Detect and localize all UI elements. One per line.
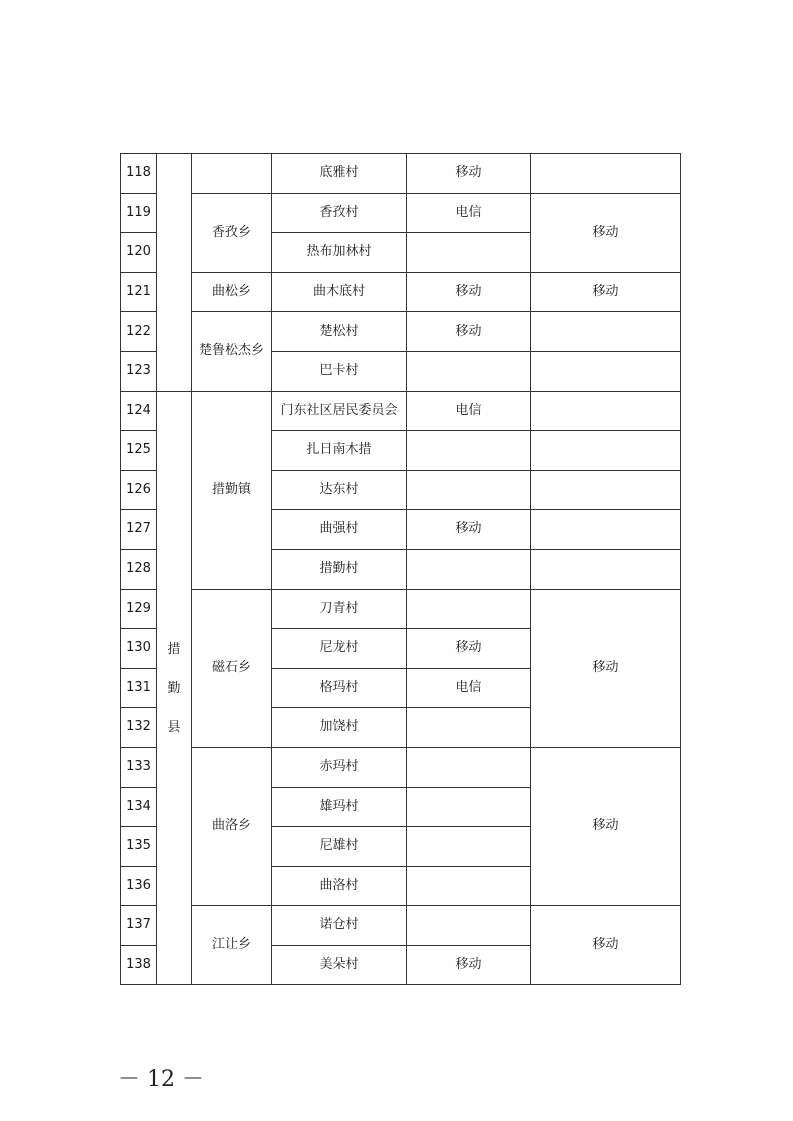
carrier-cell: [407, 708, 531, 748]
carrier-cell: 移动: [407, 272, 531, 312]
village-cell: 刀青村: [272, 589, 407, 629]
row-index: 137: [121, 906, 157, 946]
table-row: [121, 272, 681, 312]
carrier-cell-2: [531, 510, 681, 550]
row-index: 130: [121, 629, 157, 669]
village-cell: 热布加林村: [272, 233, 407, 273]
carrier-cell-2: [531, 154, 681, 194]
row-index: 121: [121, 272, 157, 312]
county-char: 县: [167, 719, 181, 735]
village-cell: 雄玛村: [272, 787, 407, 827]
carrier-cell: [407, 549, 531, 589]
village-cell: 尼龙村: [272, 629, 407, 669]
table-row: [121, 391, 681, 431]
table-row: [121, 154, 681, 194]
county-char: 勤: [167, 680, 181, 696]
carrier-cell: [407, 866, 531, 906]
carrier-cell-2: [531, 431, 681, 471]
row-index: 135: [121, 827, 157, 867]
carrier-cell: 电信: [407, 668, 531, 708]
village-cell: 巴卡村: [272, 351, 407, 391]
village-cell: 楚松村: [272, 312, 407, 352]
carrier-cell-2: [531, 470, 681, 510]
township-cell: 磁石乡: [192, 589, 272, 747]
row-index: 128: [121, 549, 157, 589]
village-cell: 诺仓村: [272, 906, 407, 946]
page-number: － 12 －: [118, 1067, 204, 1092]
carrier-cell: 电信: [407, 391, 531, 431]
carrier-cell-2: 移动: [531, 747, 681, 905]
village-cell: 达东村: [272, 470, 407, 510]
row-index: 138: [121, 945, 157, 985]
village-cell: 底雅村: [272, 154, 407, 194]
carrier-cell: [407, 431, 531, 471]
carrier-cell: [407, 233, 531, 273]
village-cell: 扎日南木措: [272, 431, 407, 471]
row-index: 123: [121, 351, 157, 391]
township-cell: 江让乡: [192, 906, 272, 985]
carrier-cell: 移动: [407, 629, 531, 669]
village-cell: 美朵村: [272, 945, 407, 985]
village-cell: 加饶村: [272, 708, 407, 748]
township-cell: 措勤镇: [192, 391, 272, 589]
village-cell: 格玛村: [272, 668, 407, 708]
row-index: 129: [121, 589, 157, 629]
carrier-cell: 移动: [407, 510, 531, 550]
carrier-cell: 移动: [407, 945, 531, 985]
row-index: 122: [121, 312, 157, 352]
row-index: 124: [121, 391, 157, 431]
village-cell: 赤玛村: [272, 747, 407, 787]
row-index: 118: [121, 154, 157, 194]
carrier-cell: [407, 470, 531, 510]
table-row: [121, 193, 681, 233]
carrier-cell: 移动: [407, 312, 531, 352]
row-index: 126: [121, 470, 157, 510]
township-cell: [192, 154, 272, 194]
carrier-cell-2: [531, 312, 681, 352]
township-cell: 香孜乡: [192, 193, 272, 272]
carrier-cell-2: 移动: [531, 589, 681, 747]
carrier-cell-2: [531, 391, 681, 431]
carrier-cell: 移动: [407, 154, 531, 194]
carrier-cell: [407, 747, 531, 787]
carrier-cell: 电信: [407, 193, 531, 233]
row-index: 131: [121, 668, 157, 708]
county-char: 措: [167, 641, 181, 657]
table-row: [121, 906, 681, 946]
village-cell: 尼雄村: [272, 827, 407, 867]
row-index: 119: [121, 193, 157, 233]
village-cell: 门东社区居民委员会: [272, 391, 407, 431]
village-cell: 措勤村: [272, 549, 407, 589]
carrier-cell: [407, 787, 531, 827]
village-cell: 曲木底村: [272, 272, 407, 312]
carrier-cell-2: 移动: [531, 272, 681, 312]
row-index: 120: [121, 233, 157, 273]
row-index: 132: [121, 708, 157, 748]
carrier-cell-2: 移动: [531, 193, 681, 272]
table-row: [121, 312, 681, 352]
carrier-cell: [407, 906, 531, 946]
row-index: 127: [121, 510, 157, 550]
row-index: 133: [121, 747, 157, 787]
township-cell: 曲松乡: [192, 272, 272, 312]
carrier-cell-2: [531, 351, 681, 391]
village-cell: 香孜村: [272, 193, 407, 233]
table-row: [121, 747, 681, 787]
village-cell: 曲洛村: [272, 866, 407, 906]
row-index: 134: [121, 787, 157, 827]
table-row: [121, 589, 681, 629]
carrier-cell: [407, 351, 531, 391]
row-index: 125: [121, 431, 157, 471]
carrier-cell-2: [531, 549, 681, 589]
county-cell-prev: [157, 154, 192, 392]
county-cell: [157, 391, 192, 985]
carrier-cell-2: 移动: [531, 906, 681, 985]
township-cell: 楚鲁松杰乡: [192, 312, 272, 391]
coverage-table: [120, 153, 681, 985]
village-cell: 曲强村: [272, 510, 407, 550]
carrier-cell: [407, 589, 531, 629]
carrier-cell: [407, 827, 531, 867]
row-index: 136: [121, 866, 157, 906]
township-cell: 曲洛乡: [192, 747, 272, 905]
